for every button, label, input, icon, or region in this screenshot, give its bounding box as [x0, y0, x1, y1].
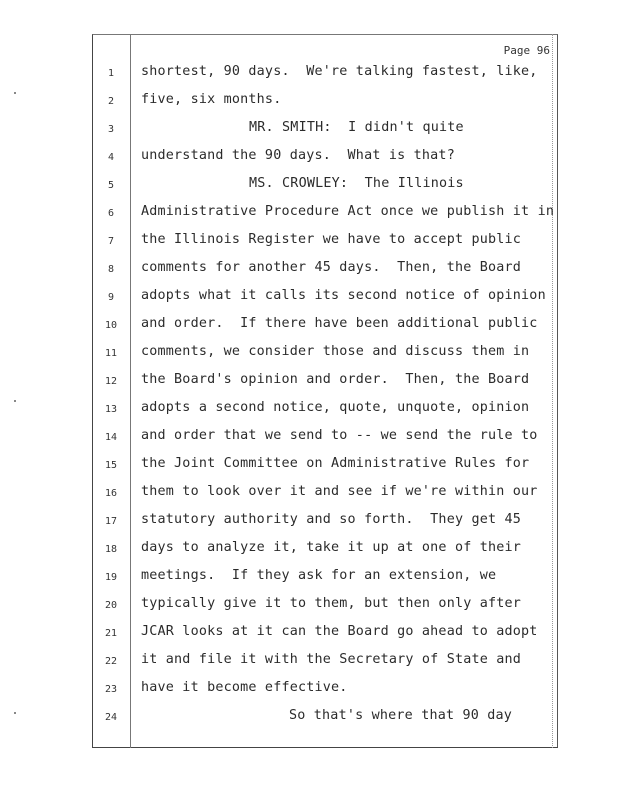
transcript-line	[0, 64, 618, 84]
line-text: the Board's opinion and order. Then, the Board	[141, 372, 530, 387]
transcript-line	[0, 680, 618, 700]
line-text: days to analyze it, take it up at one of their	[141, 540, 522, 555]
line-number: 16	[104, 488, 118, 499]
line-number: 13	[104, 404, 118, 415]
line-text: JCAR looks at it can the Board go ahead to adopt	[141, 624, 538, 639]
line-number: 3	[107, 124, 115, 135]
line-text: it and file it with the Secretary of State and	[141, 652, 522, 667]
line-text: comments for another 45 days. Then, the Board	[141, 260, 522, 275]
transcript-line	[0, 148, 618, 168]
transcript-line	[0, 540, 618, 560]
line-text: have it become effective.	[141, 680, 348, 695]
page-number: Page 96	[503, 44, 550, 57]
line-number: 15	[104, 460, 118, 471]
transcript-line	[0, 204, 618, 224]
line-number: 4	[107, 152, 115, 163]
line-number: 24	[104, 712, 118, 723]
transcript-line	[0, 344, 618, 364]
transcript-line	[0, 428, 618, 448]
line-number: 8	[107, 264, 115, 275]
line-text: and order. If there have been additional public	[141, 316, 538, 331]
line-number: 6	[107, 208, 115, 219]
line-number: 14	[104, 432, 118, 443]
line-number: 7	[107, 236, 115, 247]
line-text: five, six months.	[141, 92, 282, 107]
transcript-line	[0, 288, 618, 308]
transcript-line	[0, 596, 618, 616]
line-text: the Joint Committee on Administrative Rules for	[141, 456, 530, 471]
line-number: 23	[104, 684, 118, 695]
line-number: 18	[104, 544, 118, 555]
line-number: 17	[104, 516, 118, 527]
line-number: 9	[107, 292, 115, 303]
line-number: 1	[107, 68, 115, 79]
scan-speck	[14, 712, 16, 714]
line-text: typically give it to them, but then only after	[141, 596, 522, 611]
line-text: comments, we consider those and discuss them in	[141, 344, 530, 359]
scan-speck	[14, 400, 16, 402]
line-number: 10	[104, 320, 118, 331]
transcript-line	[0, 260, 618, 280]
line-number: 21	[104, 628, 118, 639]
transcript-line	[0, 512, 618, 532]
line-number: 12	[104, 376, 118, 387]
line-number: 22	[104, 656, 118, 667]
line-text: meetings. If they ask for an extension, we	[141, 568, 497, 583]
line-text: Administrative Procedure Act once we publish it in	[141, 204, 555, 219]
transcript-line	[0, 372, 618, 392]
speaker-line-text: MS. CROWLEY: The Illinois	[249, 176, 464, 191]
line-number: 5	[107, 180, 115, 191]
line-text: So that's where that 90 day	[289, 708, 513, 723]
transcript-line	[0, 316, 618, 336]
line-text: and order that we send to -- we send the rule to	[141, 428, 538, 443]
line-number: 19	[104, 572, 118, 583]
transcript-line	[0, 176, 618, 196]
speaker-line-text: MR. SMITH: I didn't quite	[249, 120, 464, 135]
transcript-line	[0, 652, 618, 672]
line-text: them to look over it and see if we're within our	[141, 484, 538, 499]
transcript-line	[0, 568, 618, 588]
line-number: 20	[104, 600, 118, 611]
line-text: understand the 90 days. What is that?	[141, 148, 455, 163]
line-text: the Illinois Register we have to accept public	[141, 232, 522, 247]
line-number: 11	[104, 348, 118, 359]
line-number: 2	[107, 96, 115, 107]
transcript-line	[0, 624, 618, 644]
transcript-line	[0, 92, 618, 112]
line-text: adopts a second notice, quote, unquote, opinion	[141, 400, 530, 415]
transcript-line	[0, 484, 618, 504]
transcript-line	[0, 232, 618, 252]
transcript-line	[0, 120, 618, 140]
line-text: shortest, 90 days. We're talking fastest, like,	[141, 64, 538, 79]
transcript-line	[0, 456, 618, 476]
transcript-line	[0, 708, 618, 728]
scan-speck	[14, 92, 16, 94]
line-text: adopts what it calls its second notice of opinion	[141, 288, 546, 303]
transcript-line	[0, 400, 618, 420]
line-text: statutory authority and so forth. They get 45	[141, 512, 522, 527]
